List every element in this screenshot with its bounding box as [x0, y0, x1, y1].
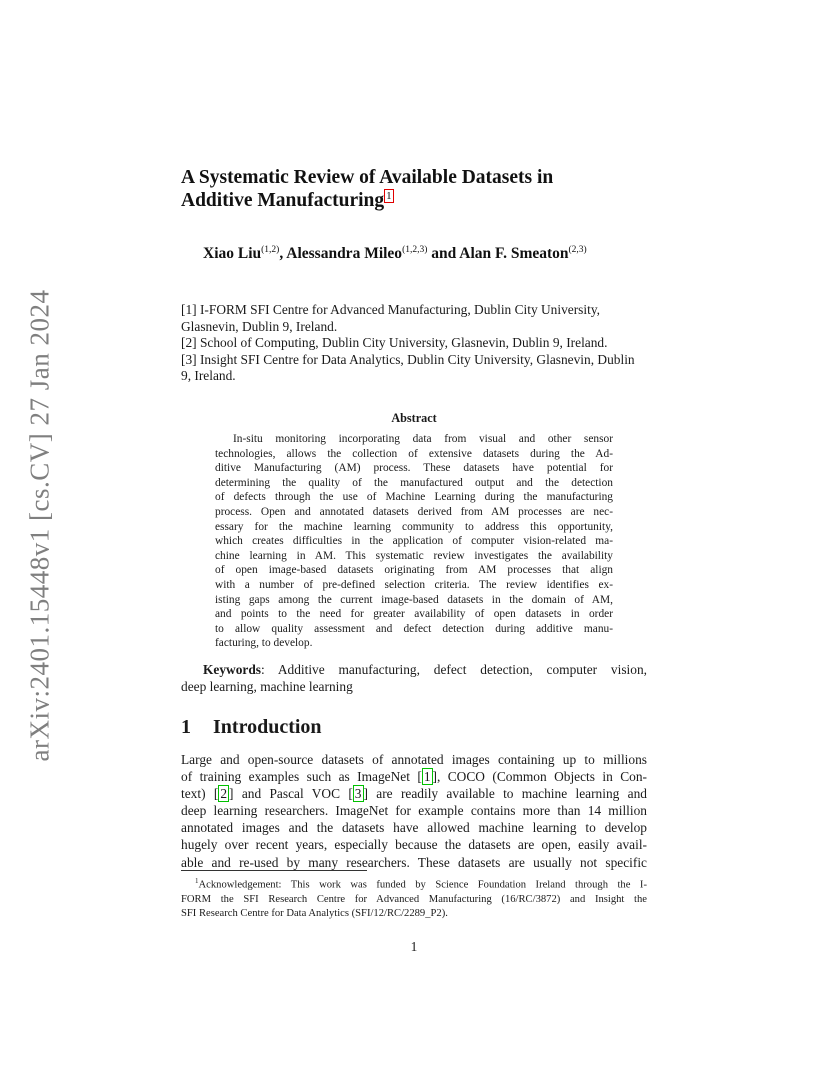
abstract-line: In-situ monitoring incorporating data from visual and other sensor [233, 433, 613, 445]
abstract-body [215, 432, 613, 651]
intro-line: annotated images and the datasets have allowed machine learning to develop [181, 820, 647, 836]
abstract-line: to allow quality assessment and defect detection during additive manu- [215, 622, 613, 635]
keywords [181, 661, 647, 695]
keywords-line-2: deep learning, machine learning [181, 679, 353, 694]
intro-line: Large and open-source datasets of annotated images containing up to millions [181, 752, 647, 767]
intro-line: deep learning researchers. ImageNet for example contains more than 14 million [181, 803, 647, 819]
section-heading [181, 716, 322, 739]
author-name: Xiao Liu [203, 245, 262, 263]
intro-text: of training examples such as ImageNet [181, 769, 418, 785]
affiliation-item: [3] Insight SFI Centre for Data Analytics, Dublin City University, Glasnevin, Dublin 9, Ireland. [181, 351, 635, 383]
intro-line: hugely over recent years, especially because the datasets are open, easily avail- [181, 837, 647, 853]
footnote-divider [181, 870, 367, 871]
affiliation-item: [2] School of Computing, Dublin City University, Glasnevin, Dublin 9, Ireland. [181, 335, 608, 350]
citation-link[interactable]: 1 [423, 769, 431, 785]
footnote [181, 874, 647, 921]
footnote-marker: 1 [195, 877, 199, 885]
abstract-line: isting gaps among the current image-based datasets in the domain of AM, [215, 593, 613, 606]
intro-line: of training examples such as ImageNet [ 1 ], COCO (Common Objects in Con- [181, 769, 648, 785]
footnote-line: FORM the SFI Research Centre for Advanced Manufacturing (16/RC/3872) and Insight the [181, 893, 647, 905]
section-number: 1 [181, 716, 191, 738]
section-title: Introduction [213, 716, 322, 738]
footnote-line [181, 874, 647, 893]
title-line-2-text: Additive Manufacturing [181, 190, 385, 211]
footnote-line: SFI Research Centre for Data Analytics (SFI/12/RC/2289_P2). [181, 907, 448, 919]
title-line-2 [181, 189, 661, 212]
intro-text: , COCO (Common Objects in Con- [436, 769, 648, 785]
arxiv-stamp [16, 290, 64, 760]
author-affiliation-mark: (1,2) [261, 245, 280, 255]
abstract-line: of open image-based datasets originating from AM processes that align [215, 564, 613, 577]
intro-text: are readily available to machine learning and [367, 786, 647, 802]
affiliation-item: [1] I-FORM SFI Centre for Advanced Manufacturing, Dublin City University, Glasnevin, Dublin 9, Ireland. [181, 302, 601, 334]
keywords-line-1 [181, 661, 647, 678]
abstract-heading: Abstract [391, 411, 437, 425]
abstract-line: technologies, allows the collection of extensive datasets during the Ad- [215, 447, 613, 460]
paper-title [181, 166, 661, 212]
abstract-line: of defects through the use of Machine Learning during the manufacturing [215, 491, 613, 504]
footnote-text: Acknowledgement: This work was funded by Science Foundation Ireland through the I- [198, 879, 647, 891]
abstract-line: with a number of pre-defined selection criteria. The review identifies ex- [215, 578, 613, 591]
intro-text: and Pascal VOC [233, 786, 349, 802]
author-separator: and [427, 245, 460, 263]
affiliation-list [181, 302, 647, 385]
author-affiliation-mark: (1,2,3) [402, 245, 428, 255]
page-number: 1 [410, 939, 418, 954]
abstract-line: ditive Manufacturing (AM) process. These datasets have potential for [215, 462, 613, 475]
abstract-line: facturing, to develop. [215, 637, 313, 650]
introduction-paragraph [181, 751, 647, 871]
abstract-line: which creates difficulties in the application of computer vision-related ma- [215, 535, 613, 548]
author-list [203, 245, 587, 263]
author-name: Alessandra Mileo [286, 245, 403, 263]
abstract-line: essary for the machine learning community to address this opportunity, [215, 520, 613, 533]
intro-line: text) [ 2 ] and Pascal VOC [ 3 ] are readily available to machine learning and [181, 786, 647, 802]
citation-link[interactable]: 2 [220, 786, 228, 802]
title-line-1: A Systematic Review of Available Datasets in [181, 167, 554, 188]
abstract-line: determining the quality of the manufactured output and the detection [215, 476, 613, 489]
intro-text: text) [181, 786, 214, 802]
keywords-text: : Additive manufacturing, defect detection, computer vision, [261, 662, 647, 677]
title-footnote-link[interactable]: 1 [386, 189, 392, 202]
abstract-line: and points to the need for greater availability of open datasets in order [215, 608, 613, 621]
intro-line: able and re-used by many researchers. These datasets are usually not specific [181, 854, 647, 870]
abstract-line: chine learning in AM. This systematic review investigates the availability [215, 549, 613, 562]
author-name: Alan F. Smeaton [459, 245, 569, 263]
author-separator: , [279, 245, 287, 263]
abstract-line: process. Open and annotated datasets derived from AM processes are nec- [215, 505, 613, 518]
author-affiliation-mark: (2,3) [568, 245, 587, 255]
citation-link[interactable]: 3 [354, 786, 362, 802]
keywords-label: Keywords [203, 662, 262, 677]
arxiv-stamp-text: arXiv:2401.15448v1 [cs.CV] 27 Jan 2024 [24, 289, 55, 761]
